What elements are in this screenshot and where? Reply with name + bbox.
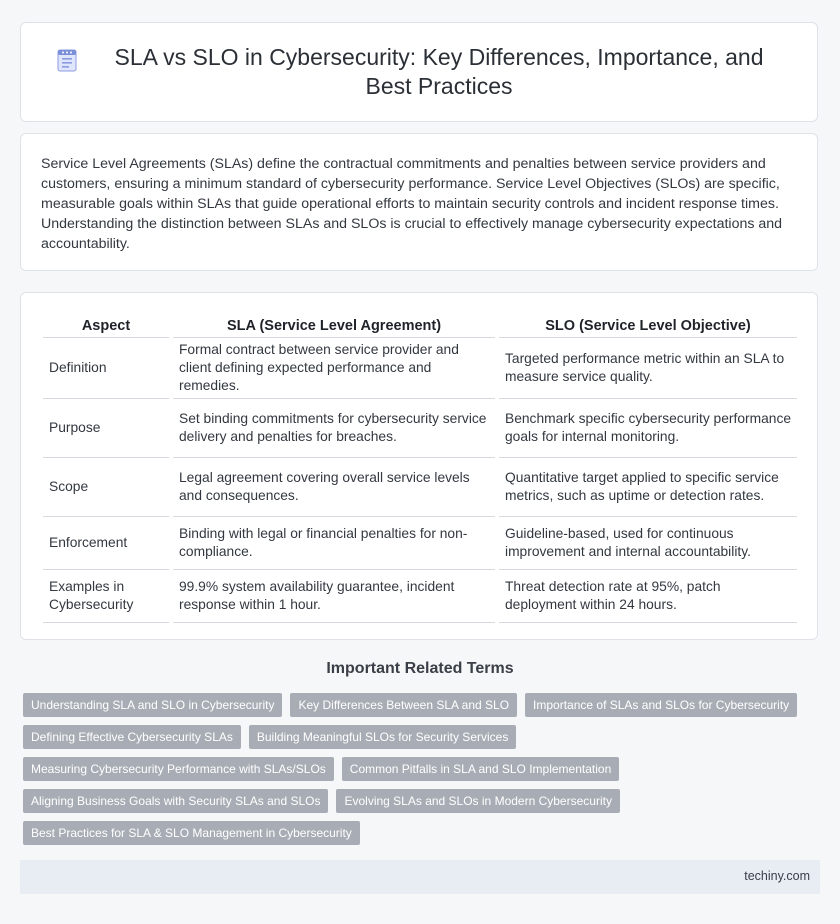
related-term-tag[interactable]: Understanding SLA and SLO in Cybersecurity	[23, 693, 282, 717]
row-slo: Benchmark specific cybersecurity performance goals for internal monitoring.	[499, 399, 797, 458]
comparison-table	[39, 313, 801, 623]
tag-row	[23, 725, 813, 749]
row-aspect: Examples in Cybersecurity	[43, 570, 169, 623]
related-term-tag[interactable]: Key Differences Between SLA and SLO	[290, 693, 517, 717]
table-row	[43, 399, 797, 458]
row-sla: Set binding commitments for cybersecurity service delivery and penalties for breaches.	[173, 399, 495, 458]
row-sla: 99.9% system availability guarantee, incident response within 1 hour.	[173, 570, 495, 623]
related-term-tag[interactable]: Aligning Business Goals with Security SLAs and SLOs	[23, 789, 328, 813]
row-slo: Quantitative target applied to specific service metrics, such as uptime or detection rates.	[499, 458, 797, 517]
table-row	[43, 517, 797, 570]
tag-row	[23, 757, 813, 781]
footer	[20, 860, 820, 894]
row-sla: Formal contract between service provider and client defining expected performance and remedies.	[173, 338, 495, 399]
intro-card	[20, 133, 818, 271]
tag-row	[23, 789, 813, 813]
table-row	[43, 570, 797, 623]
row-slo: Guideline-based, used for continuous improvement and internal accountability.	[499, 517, 797, 570]
related-term-tag[interactable]: Best Practices for SLA & SLO Management in Cybersecurity	[23, 821, 360, 845]
row-aspect: Definition	[43, 338, 169, 399]
tag-row	[23, 693, 813, 717]
header-aspect: Aspect	[43, 313, 169, 338]
header-slo: SLO (Service Level Objective)	[499, 313, 797, 338]
table-row	[43, 458, 797, 517]
related-term-tag[interactable]: Importance of SLAs and SLOs for Cybersecurity	[525, 693, 797, 717]
related-term-tag[interactable]: Building Meaningful SLOs for Security Services	[249, 725, 516, 749]
related-term-tag[interactable]: Evolving SLAs and SLOs in Modern Cybersecurity	[336, 789, 619, 813]
row-aspect: Scope	[43, 458, 169, 517]
row-aspect: Purpose	[43, 399, 169, 458]
title-card	[20, 22, 818, 122]
related-term-tag[interactable]: Measuring Cybersecurity Performance with SLAs/SLOs	[23, 757, 334, 781]
row-slo: Threat detection rate at 95%, patch deployment within 24 hours.	[499, 570, 797, 623]
page-title: SLA vs SLO in Cybersecurity: Key Differences, Importance, and Best Practices	[114, 44, 764, 99]
row-slo: Targeted performance metric within an SLA to measure service quality.	[499, 338, 797, 399]
comparison-card	[20, 292, 818, 640]
table-header-row	[43, 313, 797, 338]
tag-row	[23, 821, 813, 845]
document-icon	[54, 47, 80, 73]
related-terms-list	[23, 693, 813, 853]
row-sla: Legal agreement covering overall service levels and consequences.	[173, 458, 495, 517]
site-credit[interactable]: techiny.com	[744, 869, 810, 883]
table-row	[43, 338, 797, 399]
intro-paragraph: Service Level Agreements (SLAs) define the contractual commitments and penalties between service providers and customers, ensuring a minimum standard of cybersecurity performance. Service Level Objectives (SLOs) are specific, measurable goals within SLAs that guide operational efforts to maintain security controls and incident response times. Understanding the distinction between SLAs and SLOs is crucial to effectively manage cybersecurity expectations and accountability.	[41, 156, 783, 252]
header-sla: SLA (Service Level Agreement)	[173, 313, 495, 338]
row-sla: Binding with legal or financial penalties for non-compliance.	[173, 517, 495, 570]
related-terms-heading: Important Related Terms	[326, 660, 514, 677]
related-term-tag[interactable]: Defining Effective Cybersecurity SLAs	[23, 725, 241, 749]
related-term-tag[interactable]: Common Pitfalls in SLA and SLO Implementation	[342, 757, 619, 781]
row-aspect: Enforcement	[43, 517, 169, 570]
